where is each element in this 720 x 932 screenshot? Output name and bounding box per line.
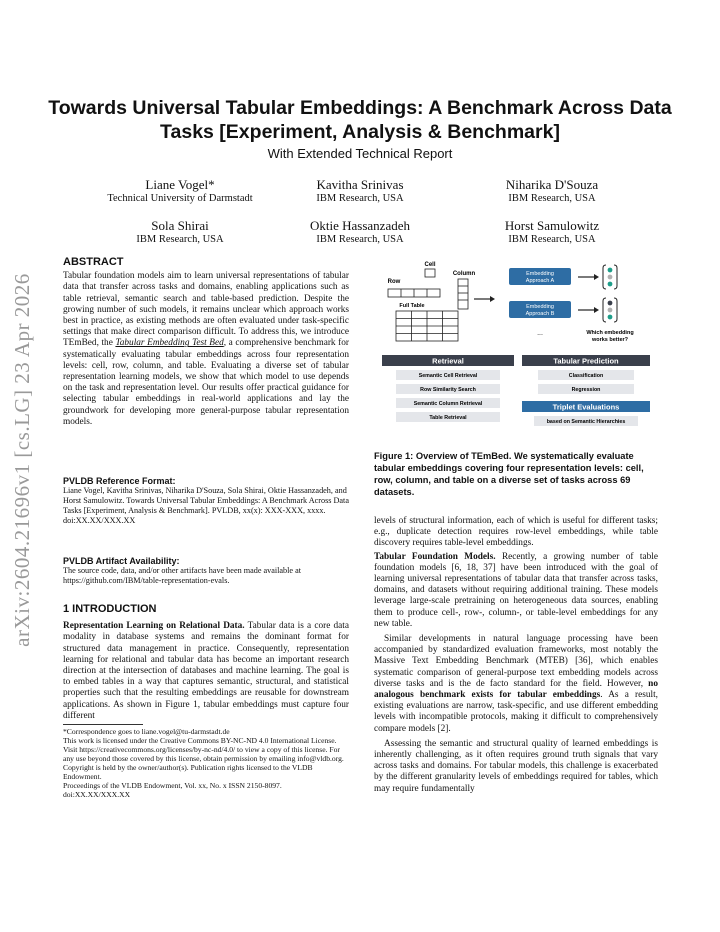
para-assessing: Assessing the semantic and structural quality of learned embeddings is inherently challenging, as it often requires ground truth signals that vary across tasks and domains. For tabular models, this challenge is exacerbated by the different granularity levels of embeddings required for tables, which may require fundamentally <box>374 738 658 794</box>
author-1 <box>80 178 280 206</box>
author-affiliation: IBM Research, USA <box>508 234 596 245</box>
intro-section <box>63 604 349 722</box>
abstract-section <box>63 257 349 428</box>
para-foundation-models: Tabular Foundation Models. Recently, a growing number of table foundation models [6, 18, 37] have been introduced with the goal of learning universal representations of tabular data that transfer across tasks, domains, and datasets without requiring additional training. These models leverage large-scale pretraining on heterogeneous data sources, enabling them to produce cell-, row-, column-, or table-level embeddings for any new table. <box>374 551 658 629</box>
para-nlp: Similar developments in natural language processing have been accompanied by standardized evaluation frameworks, most notably the Massive Text Embedding Benchmark (MTEB) [36], which enables systematic comparison of general-purpose text embedding models across diverse tasks and is the de facto standard for the field. However, no analogous benchmark exists for tabular embeddings. As a result, existing evaluations are narrow, task-specific, and use different embedding levels with incompatible protocols, making it difficult to comprehensively compare models [2]. <box>374 634 658 734</box>
paper-title: Towards Universal Tabular Embeddings: A Benchmark Across Data Tasks [Experiment, Analysis & Benchmark] <box>48 97 672 143</box>
svg-text:Semantic Column Retrieval: Semantic Column Retrieval <box>413 401 483 407</box>
vector-icon-a <box>603 265 617 289</box>
retrieval-items <box>396 370 500 422</box>
full-table-shape <box>396 311 458 341</box>
artifact-section <box>63 556 349 586</box>
reference-section <box>63 476 349 526</box>
author-name: Sola Shirai <box>151 218 209 233</box>
author-4 <box>80 219 280 247</box>
reference-heading: PVLDB Reference Format: <box>63 476 176 486</box>
author-3 <box>452 178 652 206</box>
intro-heading: 1 INTRODUCTION <box>63 603 157 615</box>
abstract-text: Tabular foundation models aim to learn universal representations of tabular data that transfer across tasks and domains, enabling applications such as table retrieval, semantic search and table-based prediction. Despite the growing number of such models, it remains unclear which approach works best in practice, as existing methods are often evaluated under task-specific settings that make direct comparison difficult. To address this, we introduce TEmBed, the Tabular Embedding Test Bed, a comprehensive benchmark for systematically evaluating tabular embeddings across four representation levels: cell, row, column, and table. Evaluating a diverse set of tabular representation learning models, we show that which model to use depends on the task and representation level. Our results offer practical guidance for selecting tabular embeddings in real-world applications and lay the groundwork for developing more general-purpose tabular representation models. <box>63 271 349 427</box>
author-2 <box>260 178 460 206</box>
retrieval-title: Retrieval <box>432 356 464 366</box>
svg-text:Classification: Classification <box>568 373 604 379</box>
author-6 <box>452 219 652 247</box>
prediction-title: Tabular Prediction <box>553 356 619 366</box>
author-affiliation: Technical University of Darmstadt <box>107 193 253 204</box>
author-name: Liane Vogel* <box>145 177 215 192</box>
paper-subtitle: With Extended Technical Report <box>267 146 453 161</box>
footnote-divider <box>63 724 143 725</box>
ellipsis: ... <box>537 330 543 337</box>
approach-b-label: Embedding Approach B <box>525 304 555 317</box>
arxiv-stamp: arXiv:2604.21696v1 [cs.LG] 23 Apr 2026 <box>10 273 34 647</box>
svg-text:Semantic Cell Retrieval: Semantic Cell Retrieval <box>418 373 478 379</box>
artifact-heading: PVLDB Artifact Availability: <box>63 556 180 566</box>
label-column: Column <box>452 271 476 277</box>
figure-1 <box>374 255 664 435</box>
para-levels: levels of structural information, each of which is useful for different tasks; e.g., duplicate detection requires row-level embeddings, while table discovery requires table-level embeddings. <box>374 516 658 549</box>
row-shape <box>388 289 440 297</box>
reference-doi: doi:XX.XX/XXX.XX <box>63 516 136 525</box>
question-label: Which embedding works better? <box>586 330 634 343</box>
label-cell: Cell <box>424 262 436 268</box>
abstract-heading: ABSTRACT <box>63 256 124 268</box>
label-full-table: Full Table <box>399 303 425 309</box>
author-name: Niharika D'Souza <box>505 177 599 192</box>
vector-icon-b <box>603 298 617 322</box>
svg-text:Regression: Regression <box>571 387 601 393</box>
author-name: Kavitha Srinivas <box>316 177 404 192</box>
footnote: *Correspondence goes to liane.vogel@tu-darmstadt.de This work is licensed under the Creative Commons BY-NC-ND 4.0 International License. Visit https://creativecommons.org/licenses/by-nc-nd/4.0/ to view a copy of this license. For any use beyond those covered by this license, obtain permission by emailing info@vldb.org. Copyright is held by the owner/author(s). Publication rights licensed to the VLDB Endowment. Proceedings of the VLDB Endowment, Vol. xx, No. x ISSN 2150-8097. doi:XX.XX/XXX.XX <box>63 727 344 799</box>
figure-caption: Figure 1: Overview of TEmBed. We systematically evaluate tabular embeddings covering four representation levels: cell, row, column, and table on a diverse set of tasks across 69 datasets. <box>374 451 644 497</box>
triplet-title: Triplet Evaluations <box>552 402 620 412</box>
arrow-icon <box>474 296 495 302</box>
artifact-text[interactable]: The source code, data, and/or other artifacts have been made available at https://github.com/IBM/table-representation-evals. <box>63 566 302 585</box>
arrow-icon <box>578 307 599 313</box>
author-affiliation: IBM Research, USA <box>316 234 404 245</box>
author-affiliation: IBM Research, USA <box>508 193 596 204</box>
svg-text:Table Retrieval: Table Retrieval <box>429 415 467 421</box>
right-column <box>374 516 658 795</box>
author-affiliation: IBM Research, USA <box>316 193 404 204</box>
arrow-icon <box>578 274 599 280</box>
cell-shape <box>425 269 435 277</box>
author-5 <box>260 219 460 247</box>
author-name: Oktie Hassanzadeh <box>310 218 410 233</box>
label-row: Row <box>387 279 401 285</box>
triplet-item: based on Semantic Hierarchies <box>546 419 626 425</box>
svg-text:Row Similarity Search: Row Similarity Search <box>420 387 476 393</box>
intro-text: Representation Learning on Relational Data. Tabular data is a core data modality in database systems and remains the dominant format for structured data management in practice. Consequently, representation learning for relational and tabular data has become an important research direction at the intersection of databases and machine learning. The goal is to embed tables in a way that captures semantic, structural, and statistical properties such that the resulting embeddings are reusable for downstream applications. As shown in Figure 1, tabular embeddings must capture four different <box>63 621 349 721</box>
prediction-items <box>538 370 634 394</box>
author-affiliation: IBM Research, USA <box>136 234 224 245</box>
column-shape <box>458 279 468 309</box>
author-name: Horst Samulowitz <box>504 218 600 233</box>
approach-a-label: Embedding Approach A <box>525 271 555 284</box>
reference-text: Liane Vogel, Kavitha Srinivas, Niharika D'Souza, Sola Shirai, Oktie Hassanzadeh, and Horst Samulowitz. Towards Universal Tabular Embeddings: A Benchmark Across Data Tasks [Experiment, Analysis & Benchmark]. PVLDB, xx(x): XXX-XXX, xxxx. <box>63 486 349 515</box>
